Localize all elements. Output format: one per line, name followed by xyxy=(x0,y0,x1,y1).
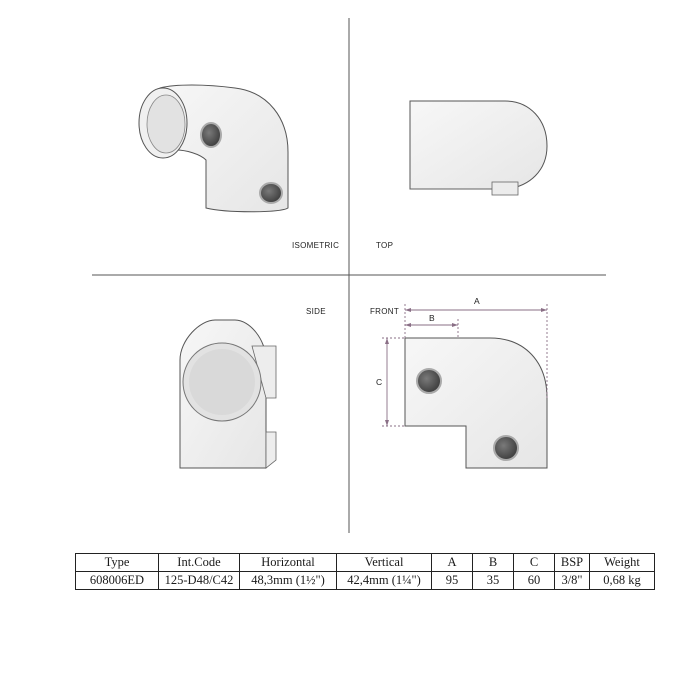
isometric-screw-hole-top xyxy=(201,123,221,147)
isometric-label: ISOMETRIC xyxy=(292,241,340,250)
front-view xyxy=(405,338,547,468)
header-b: B xyxy=(473,554,514,572)
header-type: Type xyxy=(76,554,159,572)
spec-table-row xyxy=(76,572,655,590)
dimension-c-label: C xyxy=(376,377,383,387)
header-vertical: Vertical xyxy=(337,554,432,572)
top-label: TOP xyxy=(376,241,394,250)
cell-int-code: 125-D48/C42 xyxy=(159,572,240,590)
isometric-screw-hole-bottom xyxy=(260,183,282,203)
cell-bsp: 3/8" xyxy=(555,572,590,590)
header-weight: Weight xyxy=(590,554,655,572)
cell-c: 60 xyxy=(514,572,555,590)
spec-table xyxy=(75,553,655,590)
header-horizontal: Horizontal xyxy=(240,554,337,572)
cell-a: 95 xyxy=(432,572,473,590)
cell-vertical: 42,4mm (1¼") xyxy=(337,572,432,590)
cell-b: 35 xyxy=(473,572,514,590)
header-bsp: BSP xyxy=(555,554,590,572)
isometric-view xyxy=(139,85,288,212)
front-label: FRONT xyxy=(370,307,400,316)
header-a: A xyxy=(432,554,473,572)
spec-table-header-row xyxy=(76,554,655,572)
isometric-opening-inner xyxy=(147,95,185,153)
cell-type: 608006ED xyxy=(76,572,159,590)
dimension-b-label: B xyxy=(429,313,435,323)
front-view-screw-hole-1 xyxy=(417,369,441,393)
dimension-a-label: A xyxy=(474,296,480,306)
side-label: SIDE xyxy=(306,307,326,316)
cell-weight: 0,68 kg xyxy=(590,572,655,590)
header-c: C xyxy=(514,554,555,572)
header-int-code: Int.Code xyxy=(159,554,240,572)
top-view-foot xyxy=(492,182,518,195)
cell-horizontal: 48,3mm (1½") xyxy=(240,572,337,590)
top-view xyxy=(410,101,547,195)
side-view xyxy=(180,320,276,468)
front-view-screw-hole-2 xyxy=(494,436,518,460)
